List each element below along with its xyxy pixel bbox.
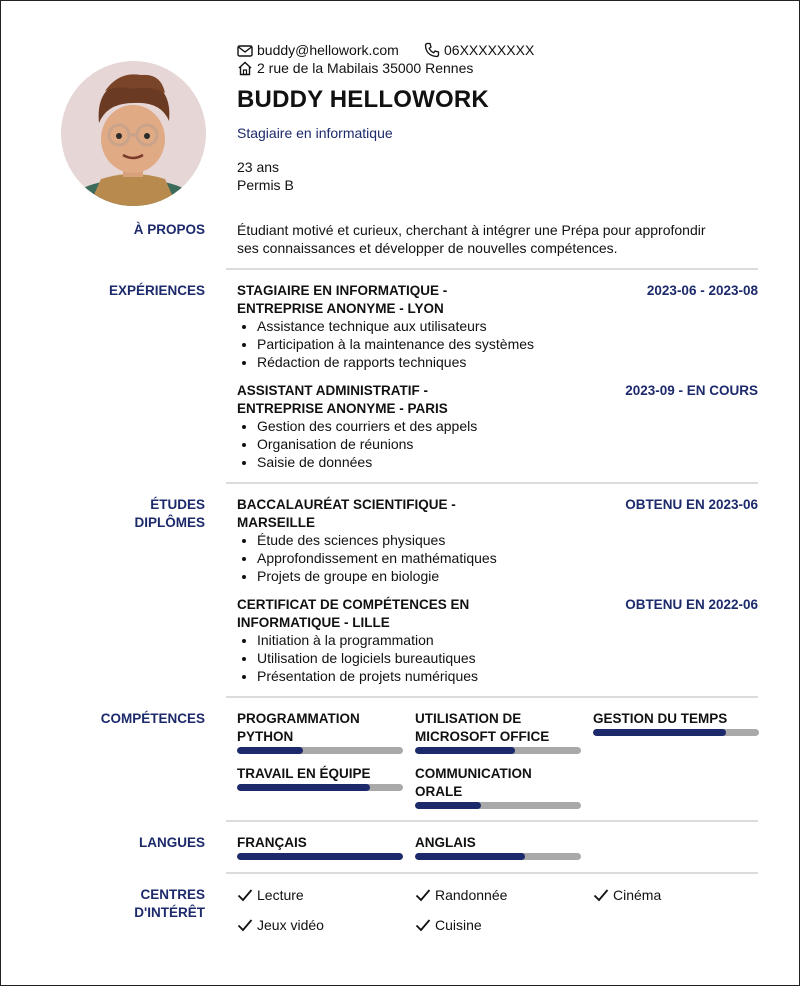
education-title-line: MARSEILLE <box>237 515 316 530</box>
section-divider <box>226 482 758 484</box>
list-item: • Rédaction de rapports techniques <box>257 353 534 371</box>
language-name: FRANÇAIS <box>237 835 307 850</box>
skill-level-fill <box>593 729 726 736</box>
list-item: • Utilisation de logiciels bureautiques <box>257 649 478 667</box>
list-item: • Assistance technique aux utilisateurs <box>257 317 534 335</box>
skill-level-bar <box>237 784 403 791</box>
skill-level-fill <box>415 747 515 754</box>
skill-level-bar <box>415 747 581 754</box>
address-text: 2 rue de la Mabilais 35000 Rennes <box>257 60 474 76</box>
language-level-fill <box>415 853 525 860</box>
skill-name <box>237 765 403 783</box>
about-text-line: Étudiant motivé et curieux, cherchant à intégrer une Prépa pour approfondir <box>237 222 706 238</box>
interests-label <box>134 886 205 922</box>
interest-label: Cuisine <box>435 917 482 933</box>
list-item: • Participation à la maintenance des systèmes <box>257 335 534 353</box>
list-item: • Organisation de réunions <box>257 435 477 453</box>
interest-label: Cinéma <box>613 887 662 903</box>
skills-label: COMPÉTENCES <box>100 711 205 726</box>
interest-label: Jeux vidéo <box>257 917 324 933</box>
job-title: Stagiaire en informatique <box>237 125 393 141</box>
experience-title-line: ENTREPRISE ANONYME - PARIS <box>237 401 448 416</box>
languages-label: LANGUES <box>138 835 205 850</box>
about-label: À PROPOS <box>133 222 205 237</box>
experience-title-line: ASSISTANT ADMINISTRATIF - <box>237 383 428 398</box>
driving-license: Permis B <box>237 177 294 193</box>
language-level-fill <box>237 853 403 860</box>
skill-level-bar <box>415 802 581 809</box>
about-text-line: ses connaissances et développer de nouvelles compétences. <box>237 240 618 256</box>
email-text[interactable]: buddy@hellowork.com <box>257 42 399 58</box>
experiences-label: EXPÉRIENCES <box>108 283 205 298</box>
skill-item <box>237 765 403 791</box>
education-title <box>237 496 537 532</box>
skill-item <box>415 765 581 809</box>
interest-item <box>593 886 661 904</box>
candidate-name: BUDDY HELLOWORK <box>237 86 489 113</box>
skill-name-line: PYTHON <box>237 729 294 744</box>
language-level-bar <box>237 853 403 860</box>
section-divider <box>226 268 758 270</box>
experience-date: 2023-06 - 2023-08 <box>646 283 758 298</box>
experience-title-line: STAGIAIRE EN INFORMATIQUE - <box>237 283 448 298</box>
education-label-line: DIPLÔMES <box>134 515 205 530</box>
interest-item <box>237 916 324 934</box>
section-divider <box>226 872 758 874</box>
education-label <box>134 496 205 532</box>
skill-name-line: UTILISATION DE <box>415 711 522 726</box>
home-icon <box>237 61 253 80</box>
section-divider <box>226 820 758 822</box>
skill-name-line: GESTION DU TEMPS <box>593 711 728 726</box>
education-bullets <box>237 631 478 685</box>
education-title-line: BACCALAURÉAT SCIENTIFIQUE - <box>237 497 456 512</box>
interests-label-line: CENTRES <box>140 887 205 902</box>
checkmark-icon <box>237 888 253 902</box>
skill-level-fill <box>415 802 481 809</box>
list-item: • Initiation à la programmation <box>257 631 478 649</box>
skill-level-fill <box>237 747 303 754</box>
interest-item <box>415 916 482 934</box>
list-item: • Présentation de projets numériques <box>257 667 478 685</box>
checkmark-icon <box>415 918 431 932</box>
age: 23 ans <box>237 159 280 175</box>
experience-title <box>237 282 537 318</box>
section-divider <box>226 696 758 698</box>
skill-name <box>415 710 581 746</box>
skill-item <box>415 710 581 754</box>
skill-name-line: TRAVAIL EN ÉQUIPE <box>237 766 371 781</box>
avatar <box>61 61 206 206</box>
skill-level-fill <box>237 784 370 791</box>
list-item: • Gestion des courriers et des appels <box>257 417 477 435</box>
skill-item <box>237 710 403 754</box>
education-title-line: INFORMATIQUE - LILLE <box>237 615 390 630</box>
language-level-bar <box>415 853 581 860</box>
checkmark-icon <box>415 888 431 902</box>
skill-name <box>415 765 581 801</box>
experience-title <box>237 382 537 418</box>
skill-level-bar <box>237 747 403 754</box>
experience-bullets <box>237 317 534 371</box>
experience-title-line: ENTREPRISE ANONYME - LYON <box>237 301 444 316</box>
education-label-line: ÉTUDES <box>150 497 205 512</box>
address-line <box>237 59 473 80</box>
education-bullets <box>237 531 497 585</box>
skill-item <box>593 710 759 736</box>
about-text <box>237 221 706 257</box>
experience-date: 2023-09 - EN COURS <box>625 383 758 398</box>
list-item: • Approfondissement en mathématiques <box>257 549 497 567</box>
language-item <box>415 834 581 860</box>
skill-level-bar <box>593 729 759 736</box>
skill-name-line: COMMUNICATION <box>415 766 532 781</box>
skill-name-line: PROGRAMMATION <box>237 711 360 726</box>
checkmark-icon <box>237 918 253 932</box>
phone-text[interactable]: 06XXXXXXXX <box>444 42 535 58</box>
education-title-line: CERTIFICAT DE COMPÉTENCES EN <box>237 597 470 612</box>
experience-bullets <box>237 417 477 471</box>
list-item: • Projets de groupe en biologie <box>257 567 497 585</box>
education-title <box>237 596 537 632</box>
list-item: • Étude des sciences physiques <box>257 531 497 549</box>
skill-name <box>593 710 759 728</box>
language-name: ANGLAIS <box>415 835 476 850</box>
skill-name-line: MICROSOFT OFFICE <box>415 729 550 744</box>
interest-label: Lecture <box>257 887 304 903</box>
list-item: • Saisie de données <box>257 453 477 471</box>
skill-name-line: ORALE <box>415 784 463 799</box>
interests-label-line: D'INTÉRÊT <box>134 905 205 920</box>
language-item <box>237 834 403 860</box>
education-date: OBTENU EN 2022-06 <box>625 597 758 612</box>
interest-label: Randonnée <box>435 887 508 903</box>
skill-name <box>237 710 403 746</box>
interest-item <box>237 886 304 904</box>
education-date: OBTENU EN 2023-06 <box>625 497 758 512</box>
interest-item <box>415 886 507 904</box>
checkmark-icon <box>593 888 609 902</box>
